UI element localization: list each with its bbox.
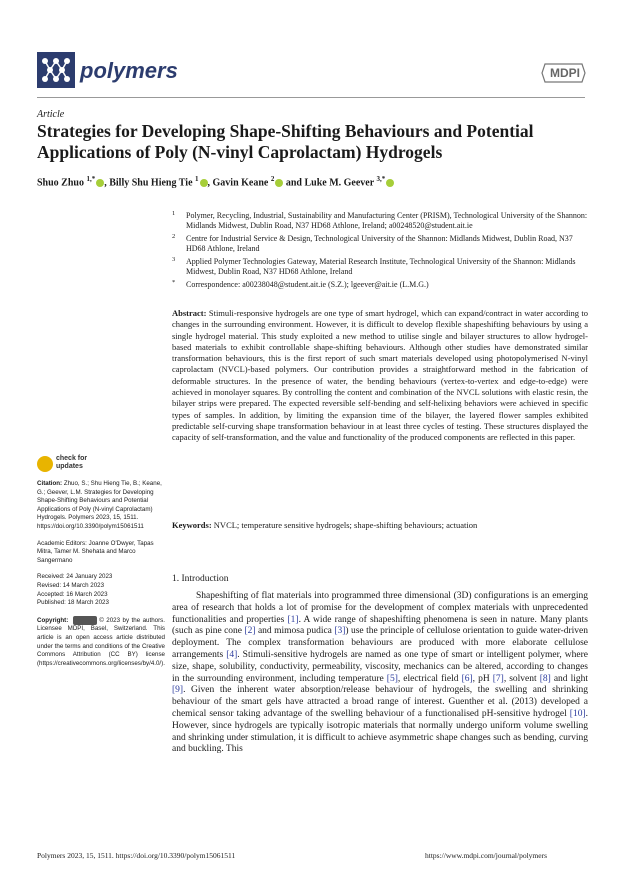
citation-label: Citation: (37, 480, 63, 487)
affiliation-item (172, 257, 592, 277)
affiliation-text: Centre for Industrial Service & Design, Technological University of the Shannon: Midlands Midwest, Dublin Road, N37 HD68 Athlone, Ireland (186, 234, 573, 253)
paragraph-text: Shapeshifting of flat materials into programmed three dimensional (3D) configurations is an emerging area of research that holds a lot of promise for the development of complex materials with unprecedented functionalities and properties (172, 591, 588, 625)
footer-journal-url[interactable]: https://www.mdpi.com/journal/polymers (425, 851, 548, 860)
editors-text: Joanne O'Dwyer, Tapas Mitra, Tamer M. Shehata and Marco Sangermano (37, 539, 154, 564)
author-name: Billy Shu Hieng Tie (109, 177, 196, 189)
affiliation-number: 1 (172, 210, 176, 217)
copyright-text: © 2023 by the authors. Licensee MDPI, Basel, Switzerland. This article is an open access article distributed under the terms and conditions of the Creative Commons Attribution (CC BY) license (https://creativecommons.org/licenses/by/4.0/). (37, 616, 165, 667)
editors-label: Academic Editors: (37, 539, 87, 547)
affiliation-item (172, 280, 592, 290)
introduction-body (172, 591, 588, 756)
date-published: Published: 18 March 2023 (37, 599, 109, 607)
introduction-paragraph (172, 591, 588, 756)
citation-link[interactable]: [4] (226, 649, 238, 660)
date-accepted: Accepted: 16 March 2023 (37, 590, 108, 598)
keywords (172, 520, 588, 531)
dates-block (37, 573, 165, 607)
author-affiliation-mark: 3,* (376, 175, 386, 183)
article-title: Strategies for Developing Shape-Shifting Behaviours and Potential Applications of Poly (N-vinyl Caprolactam) Hydrogels (37, 121, 534, 162)
affiliation-text: Applied Polymer Technologies Gateway, Material Research Institute, Technological University of the Shannon: Midlands Midwest, Dublin Road, N37 HD68 Athlone, Ireland (186, 257, 576, 276)
affiliation-text: Correspondence: a00238048@student.ait.ie (S.Z.); lgeever@ait.ie (L.M.G.) (186, 280, 429, 289)
citation-link[interactable]: [9] (172, 685, 184, 696)
paragraph-text: and light (550, 673, 589, 684)
citation-link[interactable]: [10] (569, 708, 586, 719)
author-name: Gavin Keane (212, 177, 271, 189)
cc-by-license-icon[interactable] (73, 616, 97, 625)
abstract-label: Abstract: (172, 308, 207, 318)
author-name: Luke M. Geever (304, 177, 377, 189)
citation-block (37, 480, 165, 532)
paragraph-text: and mimosa pudica (255, 626, 335, 637)
article-type: Article (37, 109, 65, 120)
publisher-name: MDPI (550, 66, 580, 80)
author-name: Shuo Zhuo (37, 177, 87, 189)
affiliation-item (172, 211, 592, 231)
check-updates-line-1: check for (56, 455, 88, 462)
paragraph-text: , solvent (503, 673, 540, 684)
citation-link[interactable]: [6] (461, 673, 473, 684)
author-affiliation-mark: 2 (270, 175, 275, 183)
abstract-text: Stimuli-responsive hydrogels are one type of smart hydrogel, which can expand/contract in water according to changes in the surrounding environment. However, it is difficult to develop flexible shapeshifting behaviours by using a single hydrogel material. This study exploited a new method to utilise single and bilayer structures to allow hydrogel-based materials to exhibit controllable shape-shifting behaviours. Although other studies have demonstrated similar transformation behaviours, this is the first report of such smart materials developed using photopolymerised N-vinyl caprolactam (NVCL)-based polymers. Our contribution provides a straightforward method in the fabrication of deformable structures. In the presence of water, the bending behaviours (vertex-to-vertex and edge-to-edge) were achieved in monolayer squares. By controlling the content and combination of the NVCL solutions with elastic resin, the bilayer strips were prepared. The expected reversible self-bending and self-helixing behaviors were achieved in specific types of samples. In addition, by limiting the expansion time of the bilayer, the layered flower samples exhibited predictable self-curving shape transformation behaviour in at least three cycles of testing. These structures displayed the capacity of self-transformation, and the value and functionality of the produced components are reflected in this paper. (172, 308, 588, 443)
copyright-label: Copyright: (37, 616, 69, 624)
check-updates-line-2: updates (56, 463, 83, 470)
journal-name: polymers (80, 58, 178, 83)
editors-block (37, 540, 165, 566)
affiliation-item (172, 234, 592, 254)
paragraph-text: , pH (472, 673, 493, 684)
footer-citation[interactable]: Polymers 2023, 15, 1511. https://doi.org/10.3390/polym15061511 (37, 851, 236, 860)
citation-link[interactable]: [3] (334, 626, 346, 637)
paragraph-text: . Given the inherent water absorption/release behaviour of hydrogels, the swelling and shrinking behaviour of the smart gels have attracted a broad range of interest. Guenther et al. (2013) developed a chemical sensor taking advantage of the swelling behaviour of a functionalised pH-sensitive hydrogel (172, 685, 588, 719)
header-divider (37, 97, 585, 98)
check-for-updates-icon[interactable] (37, 456, 53, 472)
date-revised: Revised: 14 March 2023 (37, 581, 105, 589)
abstract (172, 308, 588, 444)
orcid-icon[interactable] (200, 179, 208, 187)
citation-link[interactable]: [7] (492, 673, 504, 684)
date-received: Received: 24 January 2023 (37, 573, 113, 581)
citation-link[interactable]: [8] (539, 673, 551, 684)
author-list: Shuo Zhuo $^{1,*}$ , Billy Shu Hieng Tie $^1$ , Gavin Keane $^2$ and Luke M. Geever $^{3,*}$ (37, 175, 597, 188)
paragraph-text: . However, since hydrogels are typically isotropic materials that normally undergo uniform volume swelling and shrinking under stimulation, it is difficult to achieve asymmetric shape changes such as bending, curving and buckling. This (172, 708, 588, 755)
affiliations (172, 211, 592, 293)
journal-logo-icon (37, 52, 75, 88)
affiliation-number: 3 (172, 256, 176, 263)
paragraph-text: . A wide range of shapeshifting phenomena is seen in nature. Many plants (such as pine cone (172, 614, 588, 637)
orcid-icon[interactable] (96, 179, 104, 187)
affiliation-number: 2 (172, 233, 176, 240)
keywords-label: Keywords: (172, 520, 212, 530)
paragraph-text: . Stimuli-sensitive hydrogels are named as one type of smart or intelligent polymer, where size, shape, solubility, conductivity, permeability, viscosity, mechanics can be altered, according to changes in the surrounding environment, including temperature (172, 649, 589, 684)
orcid-icon[interactable] (275, 179, 283, 187)
section-heading-introduction: 1. Introduction (172, 574, 229, 584)
citation-text[interactable]: Zhuo, S.; Shu Hieng Tie, B.; Keane, G.; Geever, L.M. Strategies for Developing Shape-Shifting Behaviours and Potential Applications of Poly (N-vinyl Caprolactam) Hydrogels. Polymers 2023, 15, 1511. https://doi.org/10.3390/polym15061511 (37, 480, 162, 530)
author-affiliation-mark: 1,* (86, 175, 96, 183)
keywords-text: NVCL; temperature sensitive hydrogels; shape-shifting behaviours; actuation (213, 520, 478, 530)
check-for-updates-button[interactable] (56, 455, 87, 471)
affiliation-number: * (172, 279, 176, 286)
citation-link[interactable]: [1] (287, 614, 299, 625)
paragraph-text: ) use the principle of cellulose orientation to guide water-driven deployment. The complex transformation behaviours are produced with more elaborate cellulose arrangements (172, 626, 589, 660)
sidebar-metadata (37, 480, 165, 676)
citation-link[interactable]: [5] (386, 673, 398, 684)
copyright-block (37, 616, 165, 669)
orcid-icon[interactable] (386, 179, 394, 187)
citation-link[interactable]: [2] (244, 626, 256, 637)
affiliation-text: Polymer, Recycling, Industrial, Sustainability and Manufacturing Center (PRISM), Technological University of the Shannon: Midlands Midwest, Dublin Road, N37 HD68 Athlone, Ireland; a00248520@student.ait.ie (186, 211, 588, 230)
author-affiliation-mark: 1 (195, 175, 199, 183)
paragraph-text: , electrical field (397, 673, 462, 684)
